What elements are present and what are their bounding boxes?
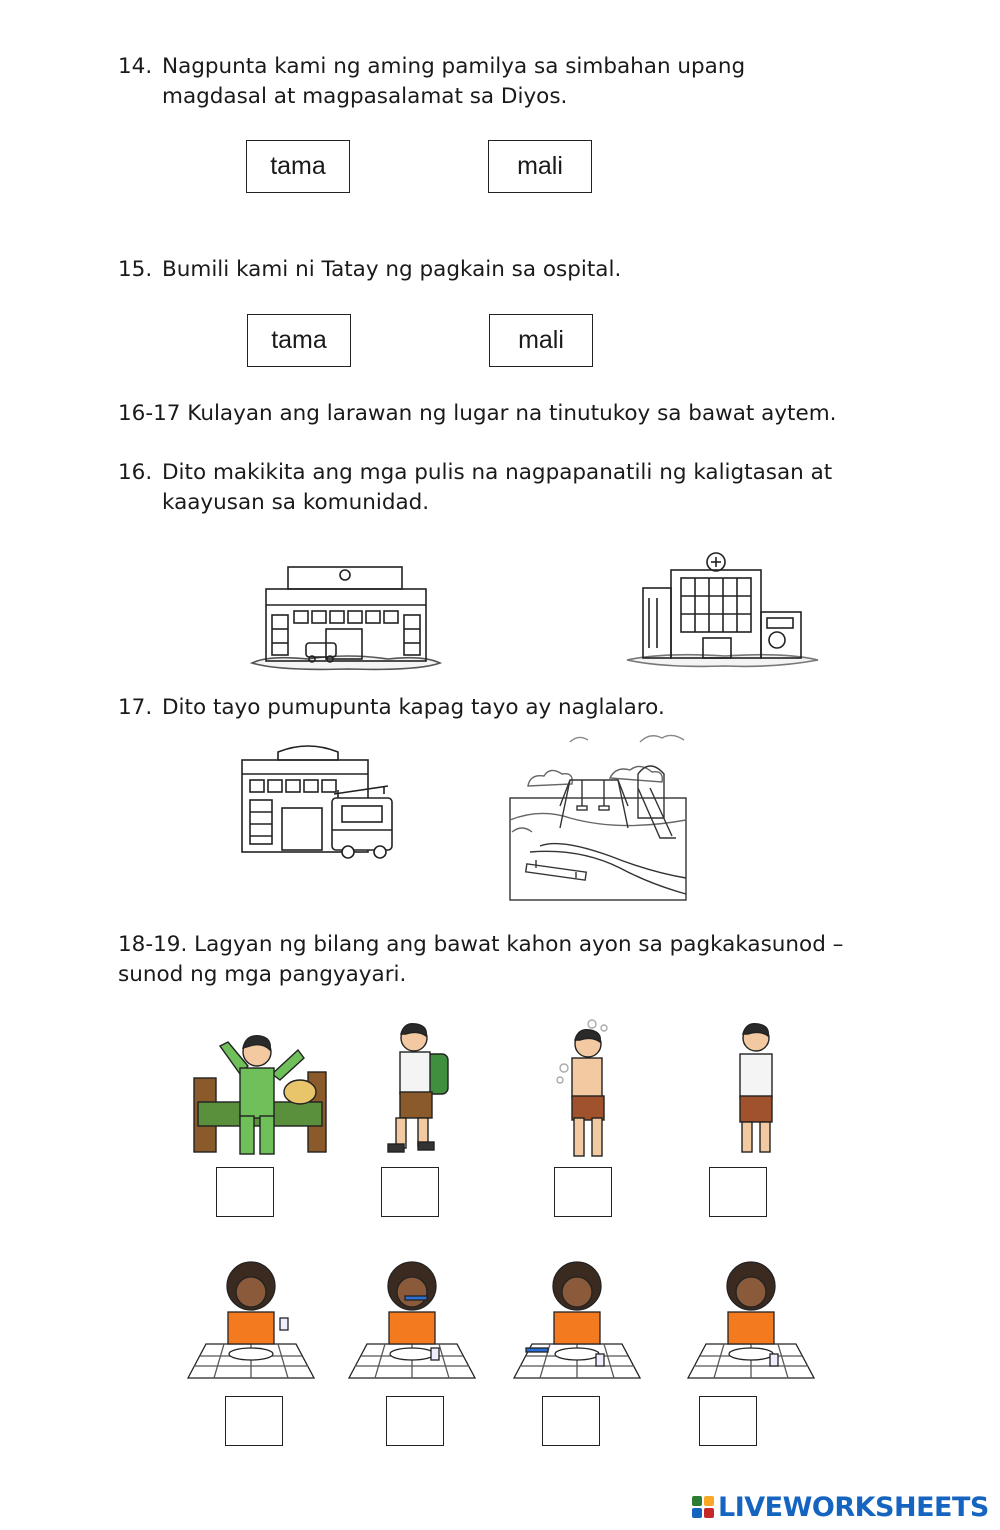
- boy-waking-up-image: [190, 1028, 330, 1158]
- instruction-18-19: [118, 930, 938, 992]
- instruction-line: 18-19. Lagyan ng bilang ang bawat kahon ayon sa pagkakasunod –: [118, 932, 844, 957]
- boy-order-box-2[interactable]: [381, 1167, 439, 1217]
- instruction-line: sunod ng mga pangyayari.: [118, 962, 407, 987]
- boy-order-box-1[interactable]: [216, 1167, 274, 1217]
- question-line: Dito makikita ang mga pulis na nagpapanatili ng kaligtasan at: [162, 460, 833, 485]
- question-text: Bumili kami ni Tatay ng pagkain sa ospital.: [162, 257, 622, 282]
- girl-order-box-1[interactable]: [225, 1396, 283, 1446]
- question-number: 17.: [118, 695, 153, 720]
- boy-order-box-4[interactable]: [709, 1167, 767, 1217]
- question-number: 15.: [118, 257, 153, 282]
- question-text: [162, 458, 882, 518]
- brand-name: LIVEWORKSHEETS: [718, 1491, 989, 1523]
- boy-dressing-image: [724, 1022, 788, 1156]
- question-text: Dito tayo pumupunta kapag tayo ay naglalaro.: [162, 695, 665, 720]
- q15-mali-option[interactable]: mali: [489, 314, 593, 367]
- q14-mali-option[interactable]: mali: [488, 140, 592, 193]
- question-17: [118, 693, 898, 725]
- instruction-text: 16-17 Kulayan ang larawan ng lugar na tinutukoy sa bawat aytem.: [118, 401, 837, 426]
- boy-going-to-school-image: [378, 1022, 456, 1156]
- boy-order-box-3[interactable]: [554, 1167, 612, 1217]
- girl-rinsing-mouth-image: [184, 1250, 318, 1380]
- question-14: [118, 52, 898, 114]
- question-text: [162, 52, 882, 112]
- question-15: [118, 255, 898, 287]
- playground-image[interactable]: [500, 728, 690, 904]
- girl-order-box-4[interactable]: [699, 1396, 757, 1446]
- q15-tama-option[interactable]: tama: [247, 314, 351, 367]
- girl-applying-toothpaste-image: [684, 1250, 818, 1380]
- fire-station-image[interactable]: [238, 742, 394, 864]
- girl-order-box-2[interactable]: [386, 1396, 444, 1446]
- girl-preparing-toothbrush-image: [510, 1250, 644, 1380]
- girl-brushing-teeth-image: [345, 1250, 479, 1380]
- question-16: [118, 458, 918, 520]
- question-line: magdasal at magpasalamat sa Diyos.: [162, 84, 568, 109]
- liveworksheets-logo-icon: [692, 1496, 714, 1518]
- question-number: 14.: [118, 54, 153, 79]
- instruction-16-17: [118, 399, 918, 431]
- liveworksheets-logo: [692, 1490, 989, 1524]
- police-station-image[interactable]: [248, 555, 443, 673]
- question-line: kaayusan sa komunidad.: [162, 490, 430, 515]
- question-line: Nagpunta kami ng aming pamilya sa simbahan upang: [162, 54, 746, 79]
- question-number: 16.: [118, 460, 153, 485]
- girl-order-box-3[interactable]: [542, 1396, 600, 1446]
- hospital-image[interactable]: [625, 548, 820, 670]
- boy-bathing-image: [552, 1018, 618, 1160]
- q14-tama-option[interactable]: tama: [246, 140, 350, 193]
